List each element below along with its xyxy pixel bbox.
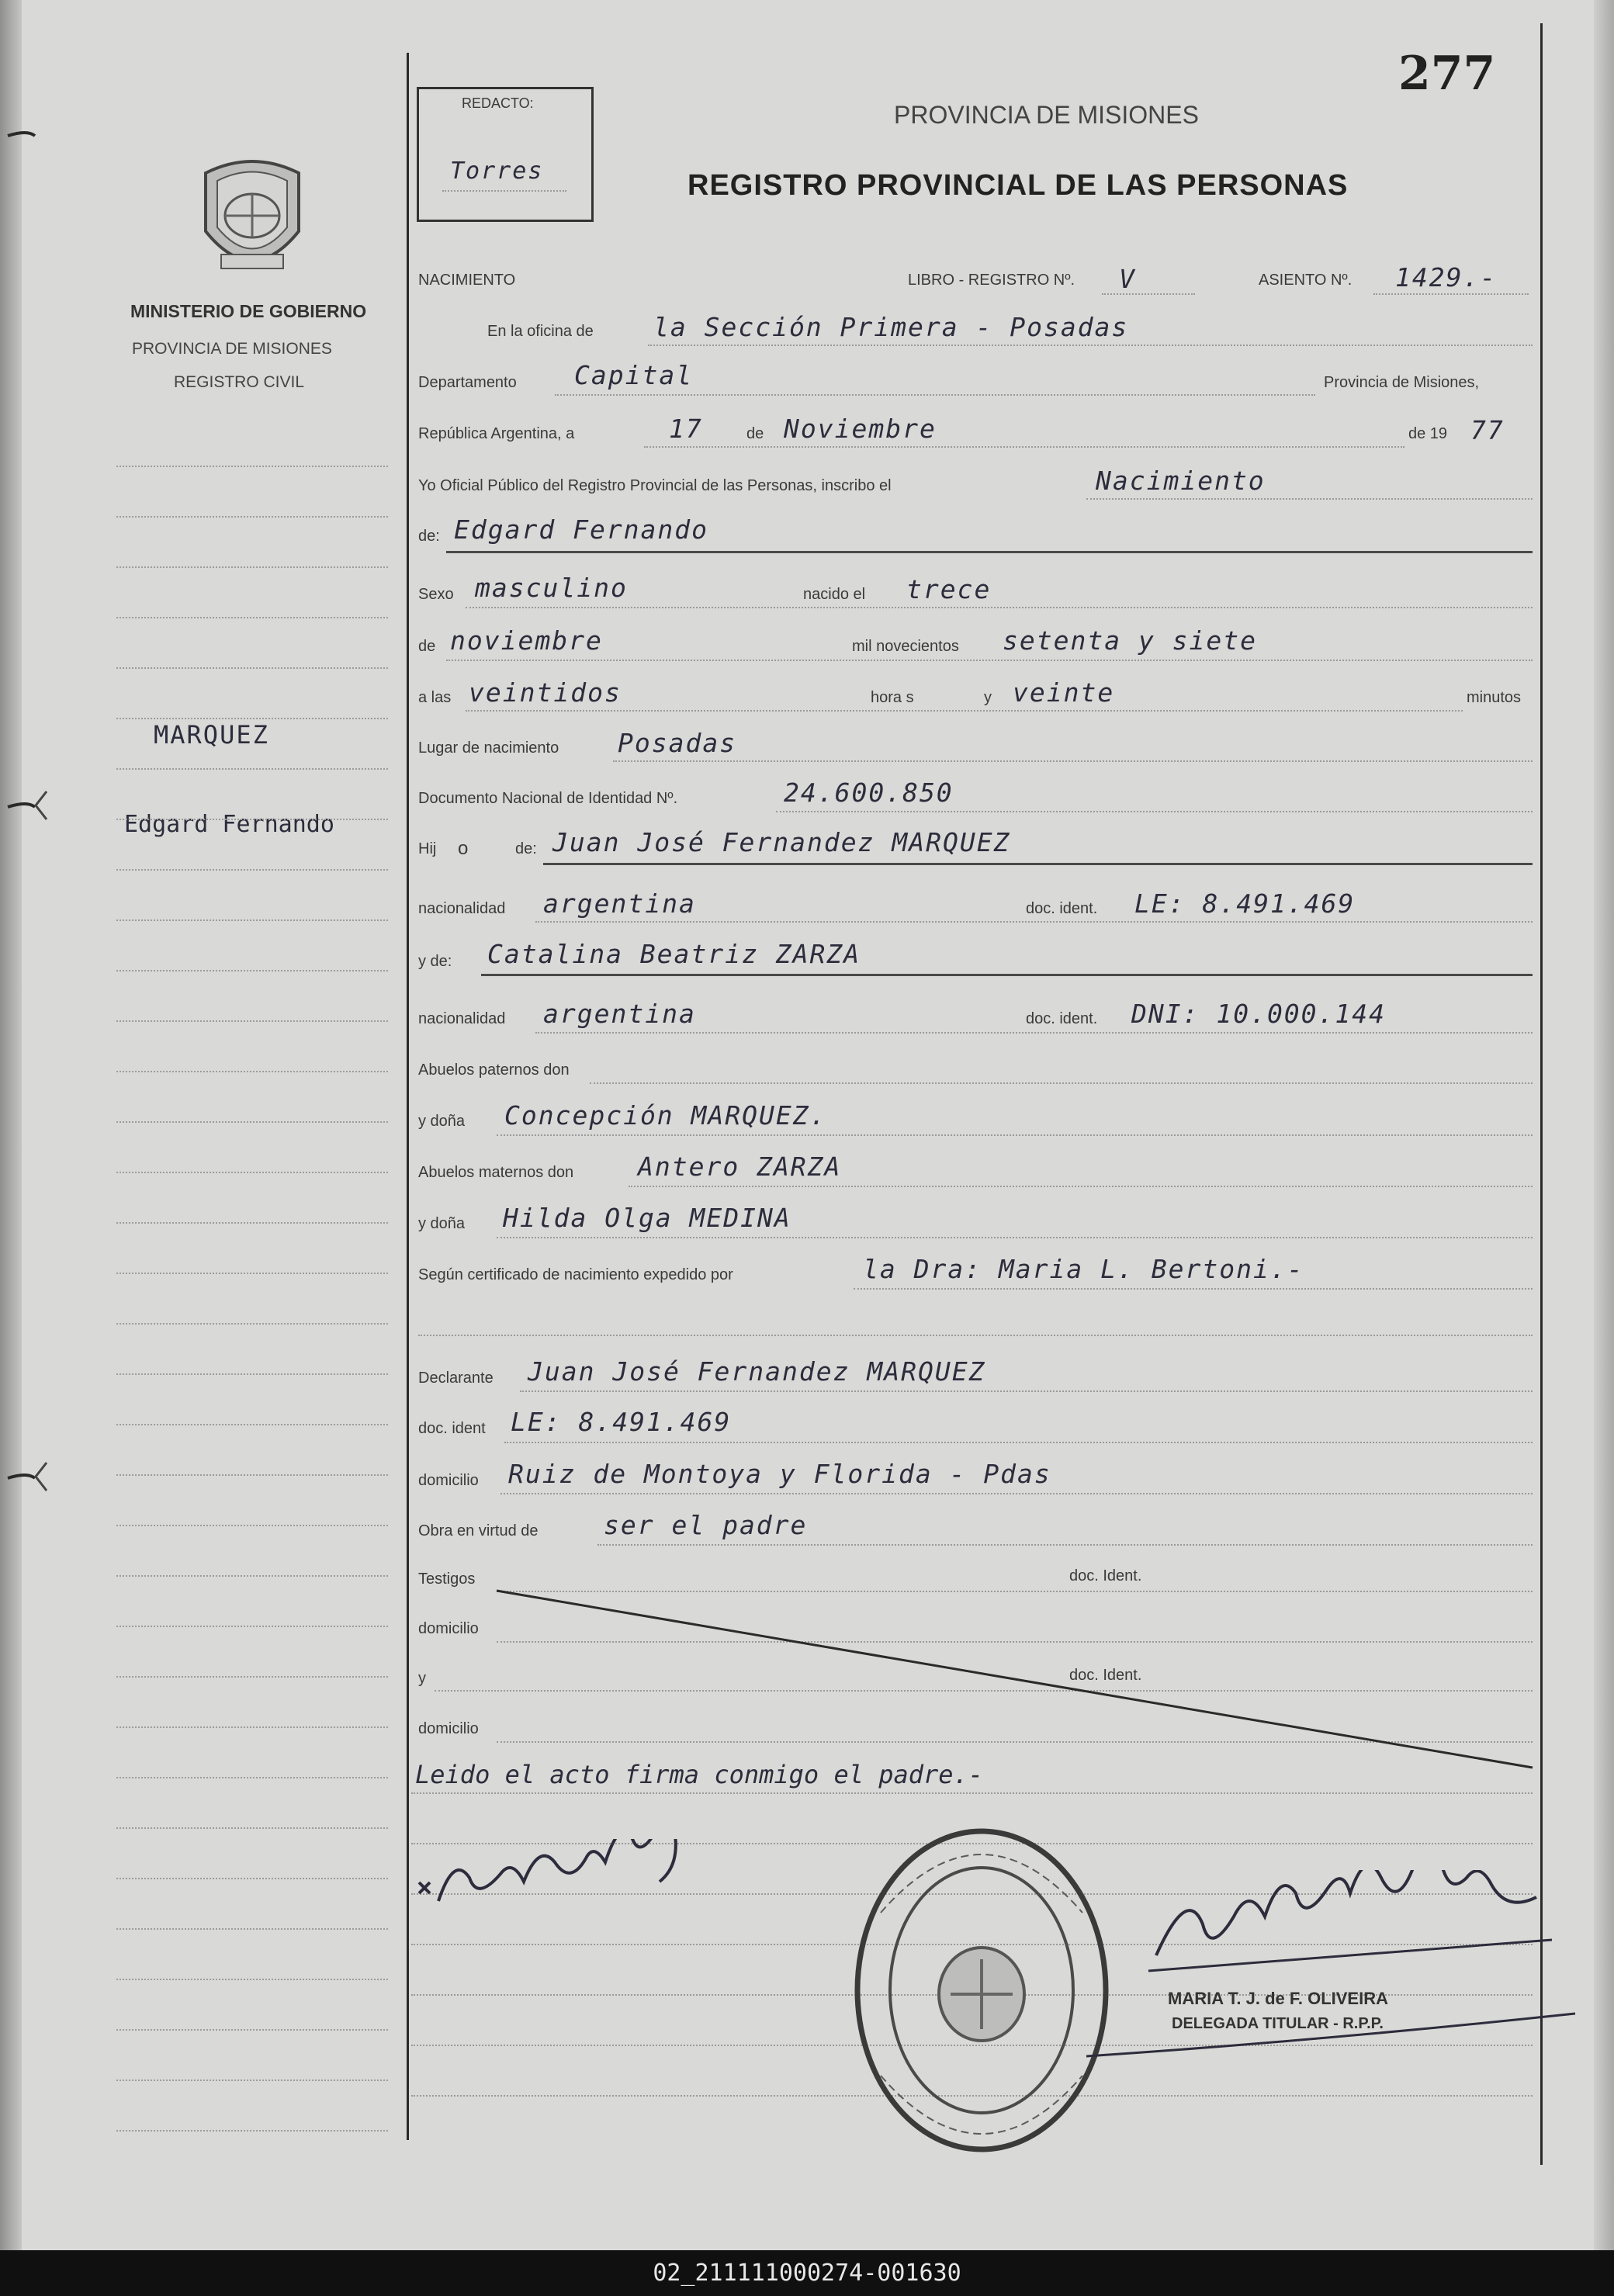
y-dona-label-2: y doña bbox=[418, 1215, 466, 1232]
padre-doc-label: doc. ident. bbox=[1026, 900, 1098, 917]
margin-ruled-line bbox=[116, 970, 388, 971]
margin-ruled-line bbox=[116, 1777, 388, 1778]
margin-ruled-line bbox=[116, 869, 388, 871]
testigo1-doc-label: doc. Ident. bbox=[1069, 1567, 1142, 1584]
margin-ruled-line bbox=[116, 466, 388, 467]
mil-value: setenta y siete bbox=[1003, 625, 1258, 656]
margin-ruled-line bbox=[116, 1273, 388, 1274]
sexo-value: masculino bbox=[475, 573, 628, 603]
madre-nac-label: nacionalidad bbox=[418, 1010, 506, 1027]
decl-doc-value: LE: 8.491.469 bbox=[511, 1407, 732, 1437]
decl-doc-label: doc. ident bbox=[418, 1420, 486, 1437]
margin-ruled-line bbox=[116, 1626, 388, 1627]
madre-doc-label: doc. ident. bbox=[1026, 1010, 1098, 1027]
hijo-suffix: o bbox=[458, 838, 469, 859]
de-label-2: de: bbox=[418, 528, 440, 545]
margin-ruled-line bbox=[116, 516, 388, 518]
a-las-value: veintidos bbox=[469, 677, 622, 708]
lugar-label: Lugar de nacimiento bbox=[418, 739, 559, 757]
margin-ruled-line bbox=[116, 566, 388, 568]
mes-value: Noviembre bbox=[784, 414, 937, 444]
departamento-label: Departamento bbox=[418, 374, 517, 391]
header-title: REGISTRO PROVINCIAL DE LAS PERSONAS bbox=[688, 169, 1349, 202]
declarante-label: Declarante bbox=[418, 1370, 494, 1387]
header-province: PROVINCIA DE MISIONES bbox=[894, 101, 1199, 129]
padre-nac-label: nacionalidad bbox=[418, 900, 506, 917]
margin-ruled-line bbox=[116, 1424, 388, 1425]
margin-ruled-line bbox=[116, 1323, 388, 1325]
margin-ruled-line bbox=[116, 1121, 388, 1123]
margin-ruled-line bbox=[116, 1474, 388, 1476]
margin-ruled-line bbox=[116, 1222, 388, 1224]
redacto-value: Torres bbox=[450, 158, 544, 185]
nacido-value: trece bbox=[906, 574, 992, 604]
libro-value: V bbox=[1119, 264, 1136, 294]
leido-line bbox=[411, 1792, 1533, 1794]
y-dona-label-1: y doña bbox=[418, 1113, 466, 1130]
dni-value: 24.600.850 bbox=[784, 777, 954, 808]
de-anio-label: de 19 bbox=[1408, 425, 1448, 442]
oficina-label: En la oficina de bbox=[487, 323, 594, 340]
asiento-label: ASIENTO Nº. bbox=[1259, 272, 1353, 289]
official-signature-icon bbox=[1141, 1870, 1575, 1986]
madre-doc-value: DNI: 10.000.144 bbox=[1131, 999, 1387, 1029]
padre-nac-value: argentina bbox=[543, 888, 696, 919]
margin-ruled-line bbox=[116, 1979, 388, 1980]
margin-surname: MARQUEZ bbox=[154, 720, 269, 750]
nombre-value: Edgard Fernando bbox=[454, 514, 709, 545]
margin-names: Edgard Fernando bbox=[124, 811, 334, 838]
departamento-value: Capital bbox=[574, 360, 694, 390]
padre-value: Juan José Fernandez MARQUEZ bbox=[552, 827, 1011, 857]
oficial-value: Nacimiento bbox=[1096, 466, 1266, 496]
declarant-signature-icon bbox=[407, 1839, 811, 1924]
sexo-label: Sexo bbox=[418, 586, 454, 603]
margin-ruled-line bbox=[116, 1878, 388, 1879]
testigos-label: Testigos bbox=[418, 1570, 476, 1588]
signatory-name: MARIA T. J. de F. OLIVEIRA bbox=[1168, 1989, 1388, 2008]
certificado-value: la Dra: Maria L. Bertoni.- bbox=[863, 1254, 1304, 1284]
oficina-value: la Sección Primera - Posadas bbox=[653, 312, 1129, 342]
margin-ruled-line bbox=[116, 819, 388, 820]
domicilio-value: Ruiz de Montoya y Florida - Pdas bbox=[508, 1459, 1051, 1489]
margin-ruled-line bbox=[116, 919, 388, 921]
image-id-footer: 02_211111000274-001630 bbox=[0, 2250, 1614, 2296]
abuelos-mat-label: Abuelos maternos don bbox=[418, 1164, 574, 1181]
nac-mes-value: noviembre bbox=[450, 625, 603, 656]
asiento-value: 1429.- bbox=[1395, 262, 1498, 293]
margin-ruled-line bbox=[116, 1020, 388, 1022]
y-de-label: y de: bbox=[418, 953, 452, 970]
margin-ruled-line bbox=[116, 2130, 388, 2132]
madre-value: Catalina Beatriz ZARZA bbox=[487, 939, 861, 969]
obra-value: ser el padre bbox=[604, 1510, 808, 1540]
abuelos-pat-label: Abuelos paternos don bbox=[418, 1061, 570, 1079]
de-label: de bbox=[746, 425, 764, 442]
margin-ruled-line bbox=[116, 2029, 388, 2031]
de-label-3: de bbox=[418, 638, 436, 655]
minutos-label: minutos bbox=[1467, 689, 1522, 706]
anio-value: 77 bbox=[1470, 415, 1505, 445]
signatory-role: DELEGADA TITULAR - R.P.P. bbox=[1172, 2015, 1384, 2032]
mil-label: mil novecientos bbox=[852, 638, 959, 655]
registry-label: REGISTRO CIVIL bbox=[174, 373, 305, 391]
margin-ruled-line bbox=[116, 1928, 388, 1930]
madre-nac-value: argentina bbox=[543, 999, 696, 1029]
margin-ruled-line bbox=[116, 1172, 388, 1173]
oficial-label: Yo Oficial Público del Registro Provincial de las Personas, inscribo el bbox=[418, 477, 892, 494]
margin-ruled-line bbox=[116, 718, 388, 719]
declarante-value: Juan José Fernandez MARQUEZ bbox=[528, 1356, 986, 1387]
margin-ruled-line bbox=[116, 1525, 388, 1526]
margin-ruled-line bbox=[116, 1676, 388, 1678]
signature-underline bbox=[1086, 2002, 1583, 2064]
nacido-label: nacido el bbox=[803, 586, 866, 603]
dia-value: 17 bbox=[669, 414, 703, 444]
padre-doc-value: LE: 8.491.469 bbox=[1134, 888, 1356, 919]
abuela-mat-value: Hilda Olga MEDINA bbox=[503, 1203, 791, 1233]
y-label: y bbox=[984, 689, 992, 706]
province-label-left: PROVINCIA DE MISIONES bbox=[132, 340, 332, 358]
record-type-label: NACIMIENTO bbox=[418, 272, 516, 289]
lugar-value: Posadas bbox=[618, 728, 737, 758]
margin-ruled-line bbox=[116, 617, 388, 618]
margin-ruled-line bbox=[116, 1575, 388, 1577]
obra-label: Obra en virtud de bbox=[418, 1522, 539, 1539]
min-value: veinte bbox=[1013, 677, 1115, 708]
y-label-2: y bbox=[418, 1670, 426, 1687]
margin-ruled-line bbox=[116, 1373, 388, 1375]
hijo-label: Hij bbox=[418, 840, 437, 857]
margin-ruled-line bbox=[116, 2080, 388, 2081]
abuelo-mat-value: Antero ZARZA bbox=[638, 1151, 842, 1182]
domicilio-label: domicilio bbox=[418, 1472, 479, 1489]
hijo-de-label: de: bbox=[515, 840, 537, 857]
domicilio-label-2: domicilio bbox=[418, 1620, 479, 1637]
domicilio-label-3: domicilio bbox=[418, 1720, 479, 1737]
redacto-label: REDACTO: bbox=[462, 95, 534, 111]
leido-value: Leido el acto firma conmigo el padre.- bbox=[415, 1760, 984, 1789]
certificado-label: Según certificado de nacimiento expedido por bbox=[418, 1266, 733, 1283]
margin-ruled-line bbox=[116, 1726, 388, 1728]
testigo2-doc-label: doc. Ident. bbox=[1069, 1667, 1142, 1684]
margin-ruled-line bbox=[116, 768, 388, 770]
registry-stamp-icon bbox=[850, 1820, 1114, 2161]
abuela-pat-value: Concepción MARQUEZ. bbox=[504, 1100, 827, 1131]
page-number: 277 bbox=[1398, 47, 1496, 101]
provincia-label: Provincia de Misiones, bbox=[1324, 374, 1480, 391]
dni-label: Documento Nacional de Identidad Nº. bbox=[418, 790, 678, 807]
margin-ruled-line bbox=[116, 1827, 388, 1829]
margin-ruled-line bbox=[116, 1071, 388, 1072]
ministry-label: MINISTERIO DE GOBIERNO bbox=[130, 301, 367, 321]
hora-label: hora s bbox=[871, 689, 914, 706]
margin-ruled-line bbox=[116, 667, 388, 669]
libro-label: LIBRO - REGISTRO Nº. bbox=[908, 272, 1075, 289]
republica-label: República Argentina, a bbox=[418, 425, 575, 442]
a-las-label: a las bbox=[418, 689, 452, 706]
